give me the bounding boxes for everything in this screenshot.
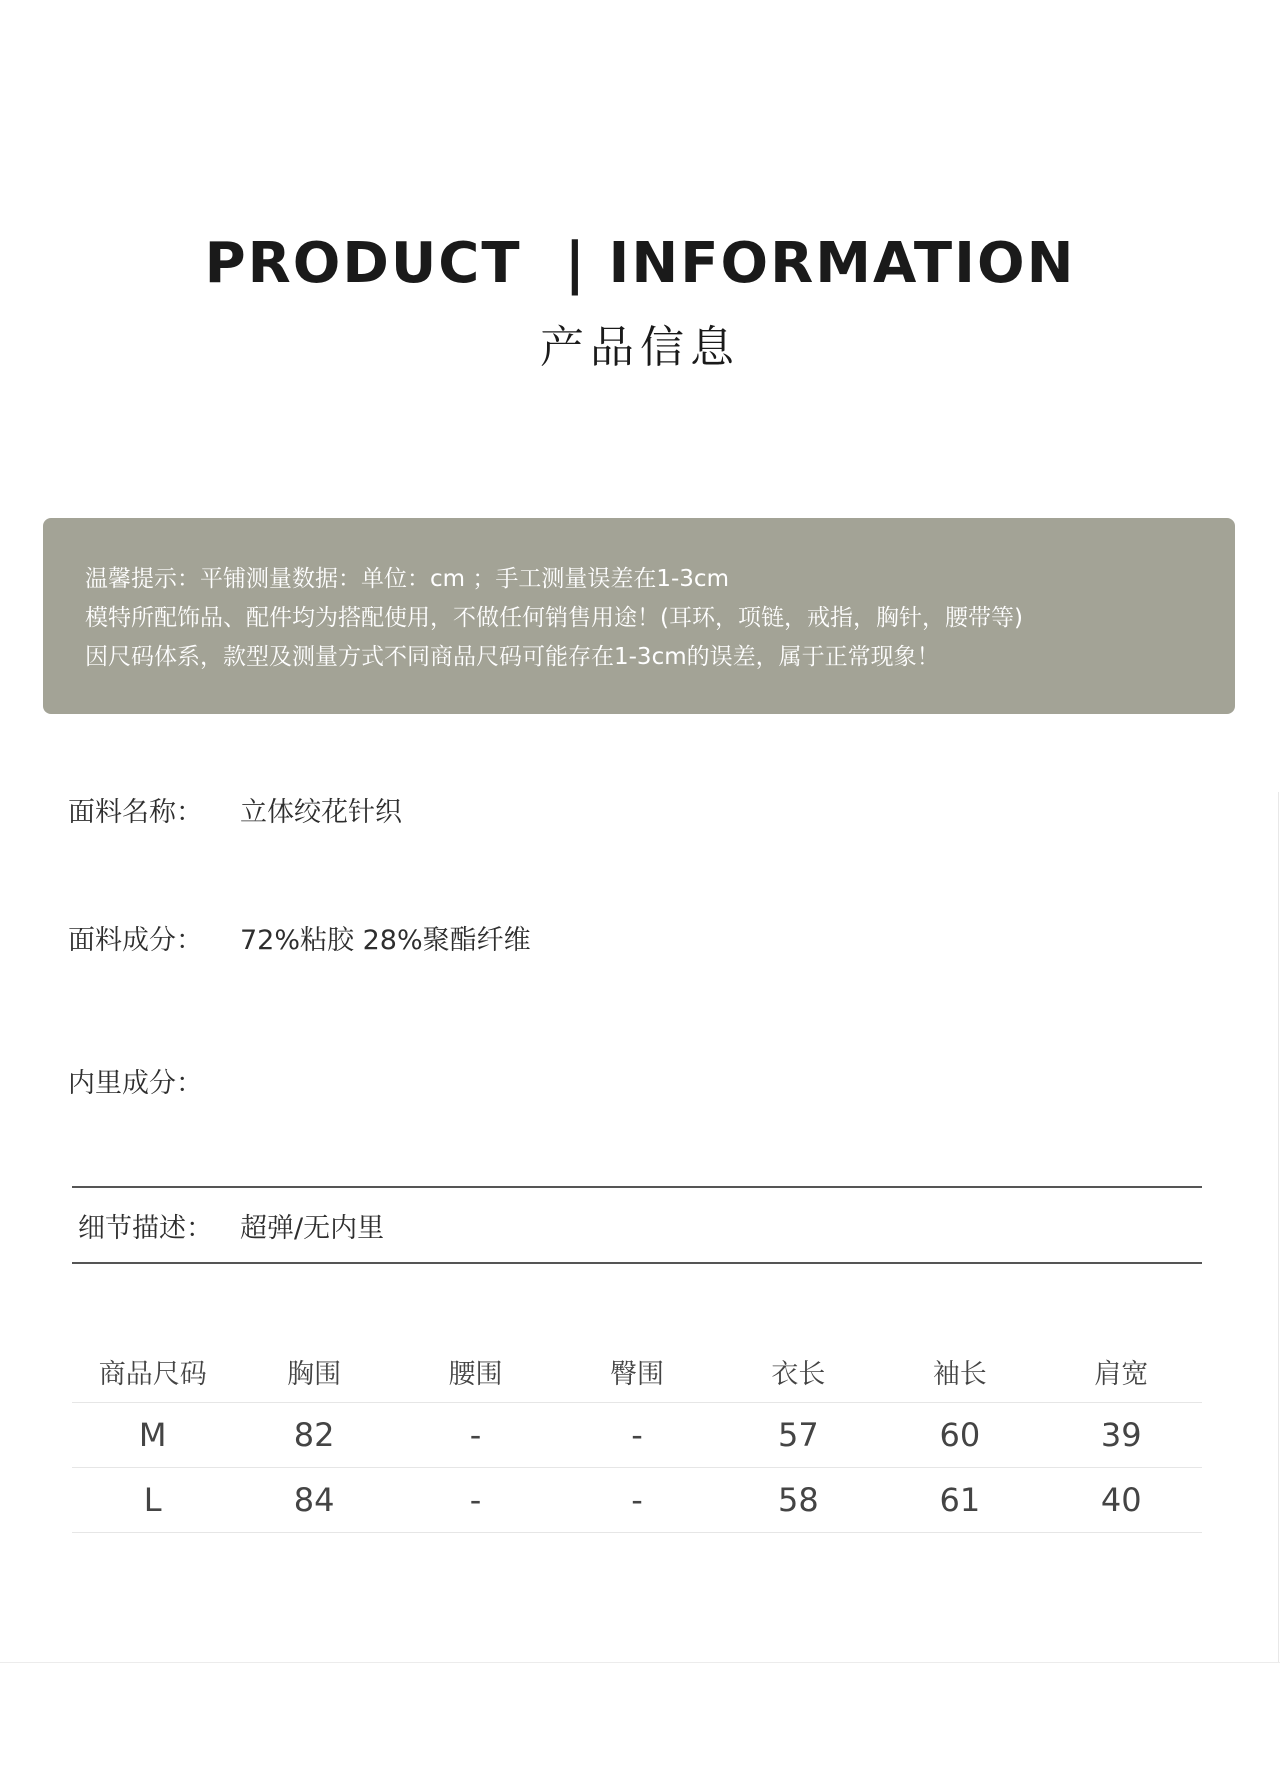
header-waist: 腰围 [395, 1340, 556, 1403]
cell-shoulder: 40 [1041, 1468, 1202, 1533]
notice-line-accessories: 模特所配饰品、配件均为搭配使用，不做任何销售用途！(耳环，项链，戒指，胸针，腰带等) [85, 605, 1023, 631]
cell-waist: - [395, 1468, 556, 1533]
bottom-divider [0, 1662, 1280, 1663]
header-chest: 胸围 [233, 1340, 394, 1403]
detail-row [78, 1206, 384, 1245]
cell-sleeve: 60 [879, 1403, 1040, 1468]
detail-label: 细节描述： [78, 1213, 213, 1244]
detail-section [72, 1186, 1202, 1264]
lining-label: 内里成分： [68, 1068, 203, 1099]
header-sleeve: 袖长 [879, 1340, 1040, 1403]
notice-line-size-error: 因尺码体系，款型及测量方式不同商品尺码可能存在1-3cm的误差，属于正常现象！ [85, 644, 940, 670]
cell-size: L [72, 1468, 233, 1533]
right-divider [1278, 792, 1279, 1662]
fabric-composition-label: 面料成分： [68, 925, 203, 956]
fabric-name-label: 面料名称： [68, 797, 203, 828]
notice-box [43, 518, 1235, 714]
header-size: 商品尺码 [72, 1340, 233, 1403]
cell-waist: - [395, 1403, 556, 1468]
size-table-header-row [72, 1340, 1202, 1403]
cell-hip: - [556, 1403, 717, 1468]
lining-row [68, 1061, 240, 1100]
page-title-en: PRODUCT | INFORMATION [204, 231, 1076, 296]
size-table [72, 1340, 1202, 1533]
detail-value: 超弹/无内里 [240, 1213, 385, 1244]
fabric-name-row [68, 790, 402, 829]
header-hip: 臀围 [556, 1340, 717, 1403]
fabric-name-value: 立体绞花针织 [240, 797, 402, 828]
cell-sleeve: 61 [879, 1468, 1040, 1533]
cell-hip: - [556, 1468, 717, 1533]
header-length: 衣长 [718, 1340, 879, 1403]
fabric-composition-value: 72%粘胶 28%聚酯纤维 [240, 925, 531, 956]
cell-chest: 84 [233, 1468, 394, 1533]
cell-chest: 82 [233, 1403, 394, 1468]
notice-line-measurement: 温馨提示：平铺测量数据：单位：cm ；手工测量误差在1-3cm [85, 566, 729, 592]
header-shoulder: 肩宽 [1041, 1340, 1202, 1403]
page-title-cn: 产品信息 [540, 322, 740, 373]
cell-shoulder: 39 [1041, 1403, 1202, 1468]
table-row [72, 1468, 1202, 1533]
cell-length: 57 [718, 1403, 879, 1468]
table-row [72, 1403, 1202, 1468]
cell-length: 58 [718, 1468, 879, 1533]
cell-size: M [72, 1403, 233, 1468]
fabric-composition-row [68, 918, 531, 957]
